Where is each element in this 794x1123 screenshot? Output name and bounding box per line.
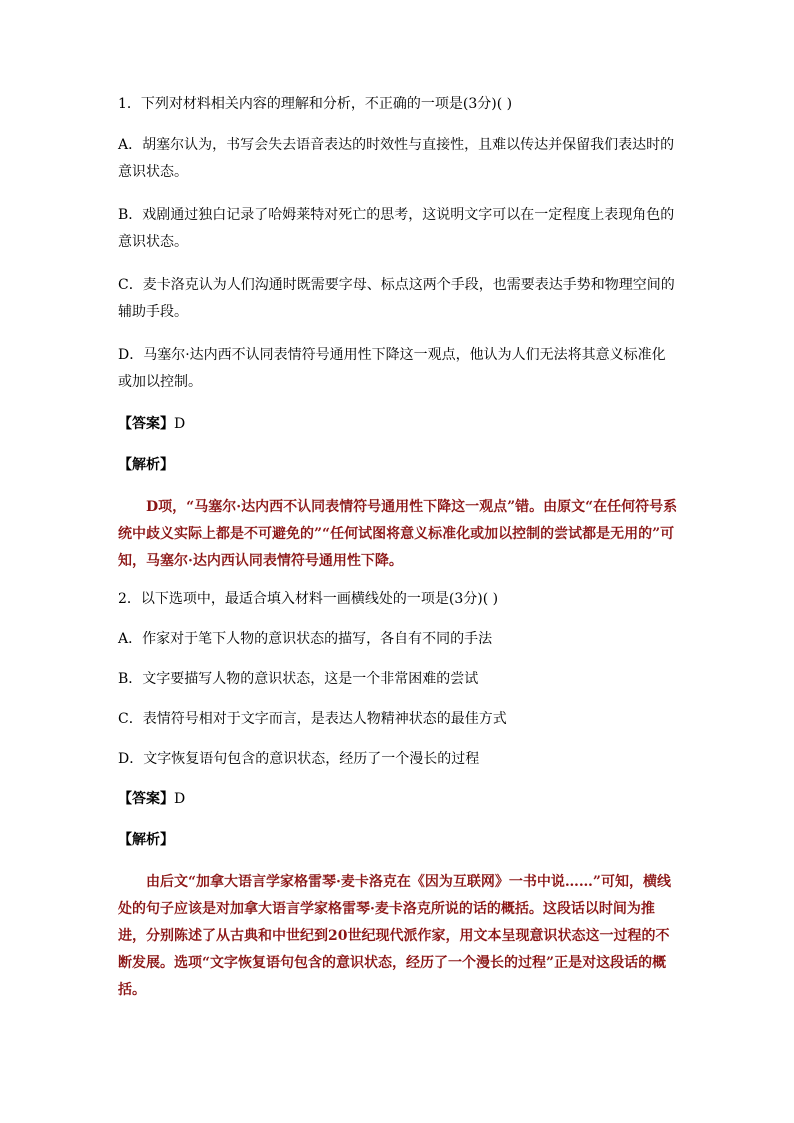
question-2-answer [118,787,678,811]
question-1-stem: 1．下列对材料相关内容的理解和分析，不正确的一项是(3分)( ) [118,96,513,112]
question-1-analysis-label: 【解析】 [118,457,174,473]
question-2-option-a: A．作家对于笔下人物的意识状态的描写，各自有不同的手法 [118,631,493,647]
question-2-option-d: D．文字恢复语句包含的意识状态，经历了一个漫长的过程 [118,751,480,767]
question-1-answer [118,412,678,436]
document-page [118,92,678,1016]
question-1-option-a: A．胡塞尔认为，书写会失去语音表达的时效性与直接性，且难以传达并保留我们表达时的意识状态。 [118,137,675,180]
answer-label: 【答案】 [118,791,174,807]
question-1-option-d: D．马塞尔·达内西不认同表情符号通用性下降这一观点，他认为人们无法将其意义标准化或加以控制。 [118,347,666,390]
question-2-option-c: C．表情符号相对于文字而言，是表达人物精神状态的最佳方式 [118,711,507,727]
answer-value: D [174,416,186,432]
question-2-stem: 2．以下选项中，最适合填入材料一画横线处的一项是(3分)( ) [118,591,499,607]
question-2-option-b: B．文字要描写人物的意识状态，这是一个非常困难的尝试 [118,671,479,687]
question-1-analysis-text: D项，“马塞尔·达内西不认同表情符号通用性下降这一观点”错。由原文“在任何符号系统中歧义实际上都是不可避免的”“任何试图将意义标准化或加以控制的尝试都是无用的”可知，马塞尔·达内西认同表情符号通用性下降。 [118,499,678,569]
question-2-analysis-text: 由后文“加拿大语言学家格雷琴·麦卡洛克在《因为互联网》一书中说……”可知，横线处的句子应该是对加拿大语言学家格雷琴·麦卡洛克所说的话的概括。这段话以时间为推进，分别陈述了从古典和中世纪到20世纪现代派作家，用文本呈现意识状态这一过程的不断发展。选项“文字恢复语句包含的意识状态，经历了一个漫长的过程”正是对这段话的概括。 [118,874,671,998]
answer-value: D [174,791,186,807]
answer-label: 【答案】 [118,416,174,432]
question-1-option-b: B．戏剧通过独白记录了哈姆莱特对死亡的思考，这说明文字可以在一定程度上表现角色的意识状态。 [118,207,675,250]
question-1-option-c: C．麦卡洛克认为人们沟通时既需要字母、标点这两个手段，也需要表达手势和物理空间的辅助手段。 [118,277,675,320]
question-2-analysis-label: 【解析】 [118,832,174,848]
